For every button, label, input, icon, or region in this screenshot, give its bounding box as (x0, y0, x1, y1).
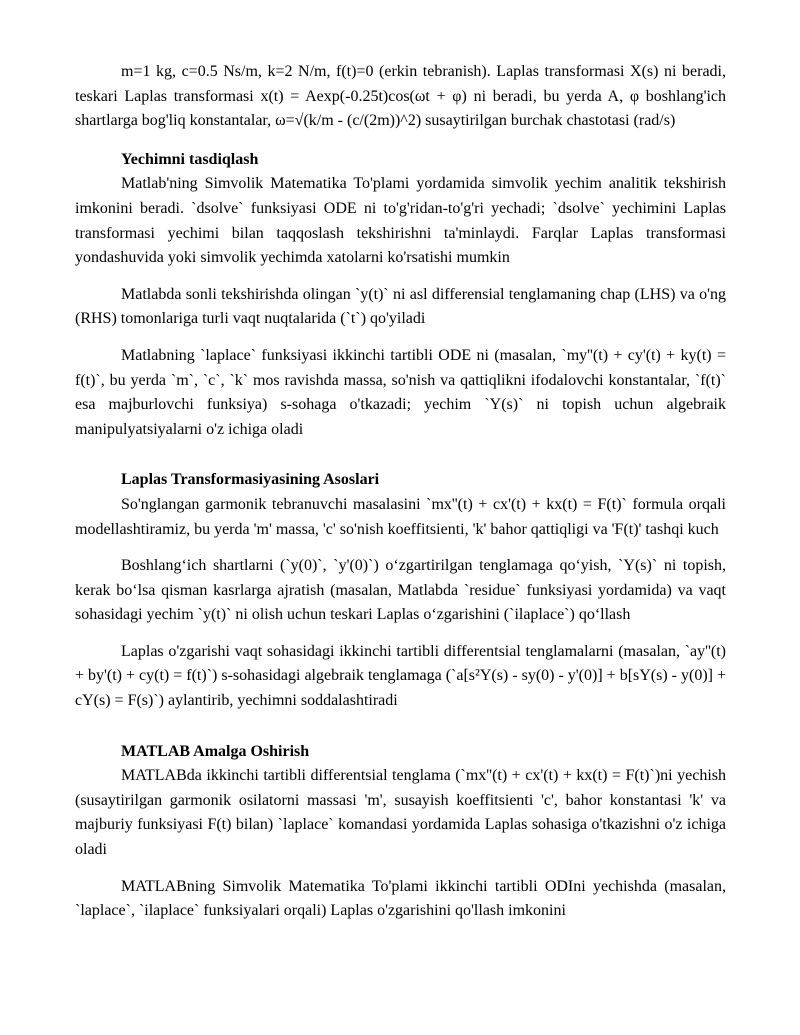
heading-matlab-implementation: MATLAB Amalga Oshirish (121, 742, 310, 760)
paragraph-laplace-transform: Laplas o'zgarishi vaqt sohasidagi ikkinchi tartibli differentsial tenglamalarni (masalan, `ay''(t) + by'(t) + cy(t) = f(t)`) s-sohasidagi algebraik tenglamaga (`a[s²Y(s) - sy(0) - y'(0)] + b[sY(s) - y(0)] + cY(s) = F(s)`) aylantirib, yechimni soddalashtiradi (75, 642, 727, 710)
paragraph-matlab-second-order: MATLABda ikkinchi tartibli differentsial tenglama (`mx''(t) + cx'(t) + kx(t) = F(t)`)ni yechish (susaytirilgan garmonik osilatorni massasi 'm', susayish koeffitsienti 'c', bahor konstantasi 'k' va majburiy funksiyasi F(t) bilan) `laplace` komandasi yordamida Laplas sohasiga o'tkazishni o'z ichiga oladi (75, 767, 726, 859)
document-page (75, 60, 726, 924)
heading-laplace-basics: Laplas Transformasiyasining Asoslari (121, 471, 380, 489)
paragraph-oscillator-model: So'nglangan garmonik tebranuvchi masalasini `mx''(t) + cx'(t) + kx(t) = F(t)` formula orqali modellashtiramiz, bu yerda 'm' massa, 'c' so'nish koeffitsienti, 'k' bahor qattiqligi va 'F(t)' tashqi kuch (75, 495, 726, 538)
paragraph-numeric-check: Matlabda sonli tekshirishda olingan `y(t)` ni asl differensial tenglamaning chap (LHS) va o'ng (RHS) tomonlariga turli vaqt nuqtalarida (`t`) qo'yiladi (75, 285, 726, 328)
paragraph-matlab-toolbox: MATLABning Simvolik Matematika To'plami ikkinchi tartibli ODIni yechishda (masalan, `laplace`, `ilaplace` funksiyalari orqali) Laplas o'zgarishini qo'llash imkonini (75, 877, 726, 920)
paragraph-laplace-function: Matlabning `laplace` funksiyasi ikkinchi tartibli ODE ni (masalan, `my''(t) + cy'(t) + ky(t) = f(t)`, bu yerda `m`, `c`, `k` mos ravishda massa, so'nish va qattiqlikni ifodalovchi konstantalar, `f(t)` esa majburlovchi funksiya) s-sohaga o'tkazadi; yechim `Y(s)` ni topish uchun algebraik manipulyatsiyalarni o'z ichiga oladi (75, 346, 726, 438)
paragraph-dsolve: Matlab'ning Simvolik Matematika To'plami yordamida simvolik yechim analitik tekshirish imkonini beradi. `dsolve` funksiyasi ODE ni to'g'ridan-to'g'ri yechadi; `dsolve` yechimini Laplas transformasi yechimi bilan taqqoslash tekshirishni ta'minlaydi. Farqlar Laplas transformasi yondashuvida yoki simvolik yechimda xatolarni ko'rsatishi mumkin (75, 175, 726, 267)
paragraph-initial-conditions: Boshlang‘ich shartlarni (`y(0)`, `y'(0)`) o‘zgartirilgan tenglamaga qo‘yish, `Y(s)` ni topish, kerak bo‘lsa qisman kasrlarga ajratish (masalan, Matlabda `residue` funksiyasi yordamida) va vaqt sohasidagi yechim `y(t)` ni olish uchun teskari Laplas o‘zgarishini (`ilaplace`) qo‘llash (75, 557, 726, 624)
paragraph-free-oscillation: m=1 kg, c=0.5 Ns/m, k=2 N/m, f(t)=0 (erkin tebranish). Laplas transformasi X(s) ni beradi, teskari Laplas transformasi x(t) = Aexp(-0.25t)cos(ωt + φ) ni beradi, bu yerda A, φ boshlang'ich shartlarga bog'liq konstantalar, ω=√(k/m - (c/(2m))^2) susaytirilgan burchak chastotasi (rad/s) (75, 63, 726, 130)
heading-solution-verification: Yechimni tasdiqlash (121, 150, 259, 168)
